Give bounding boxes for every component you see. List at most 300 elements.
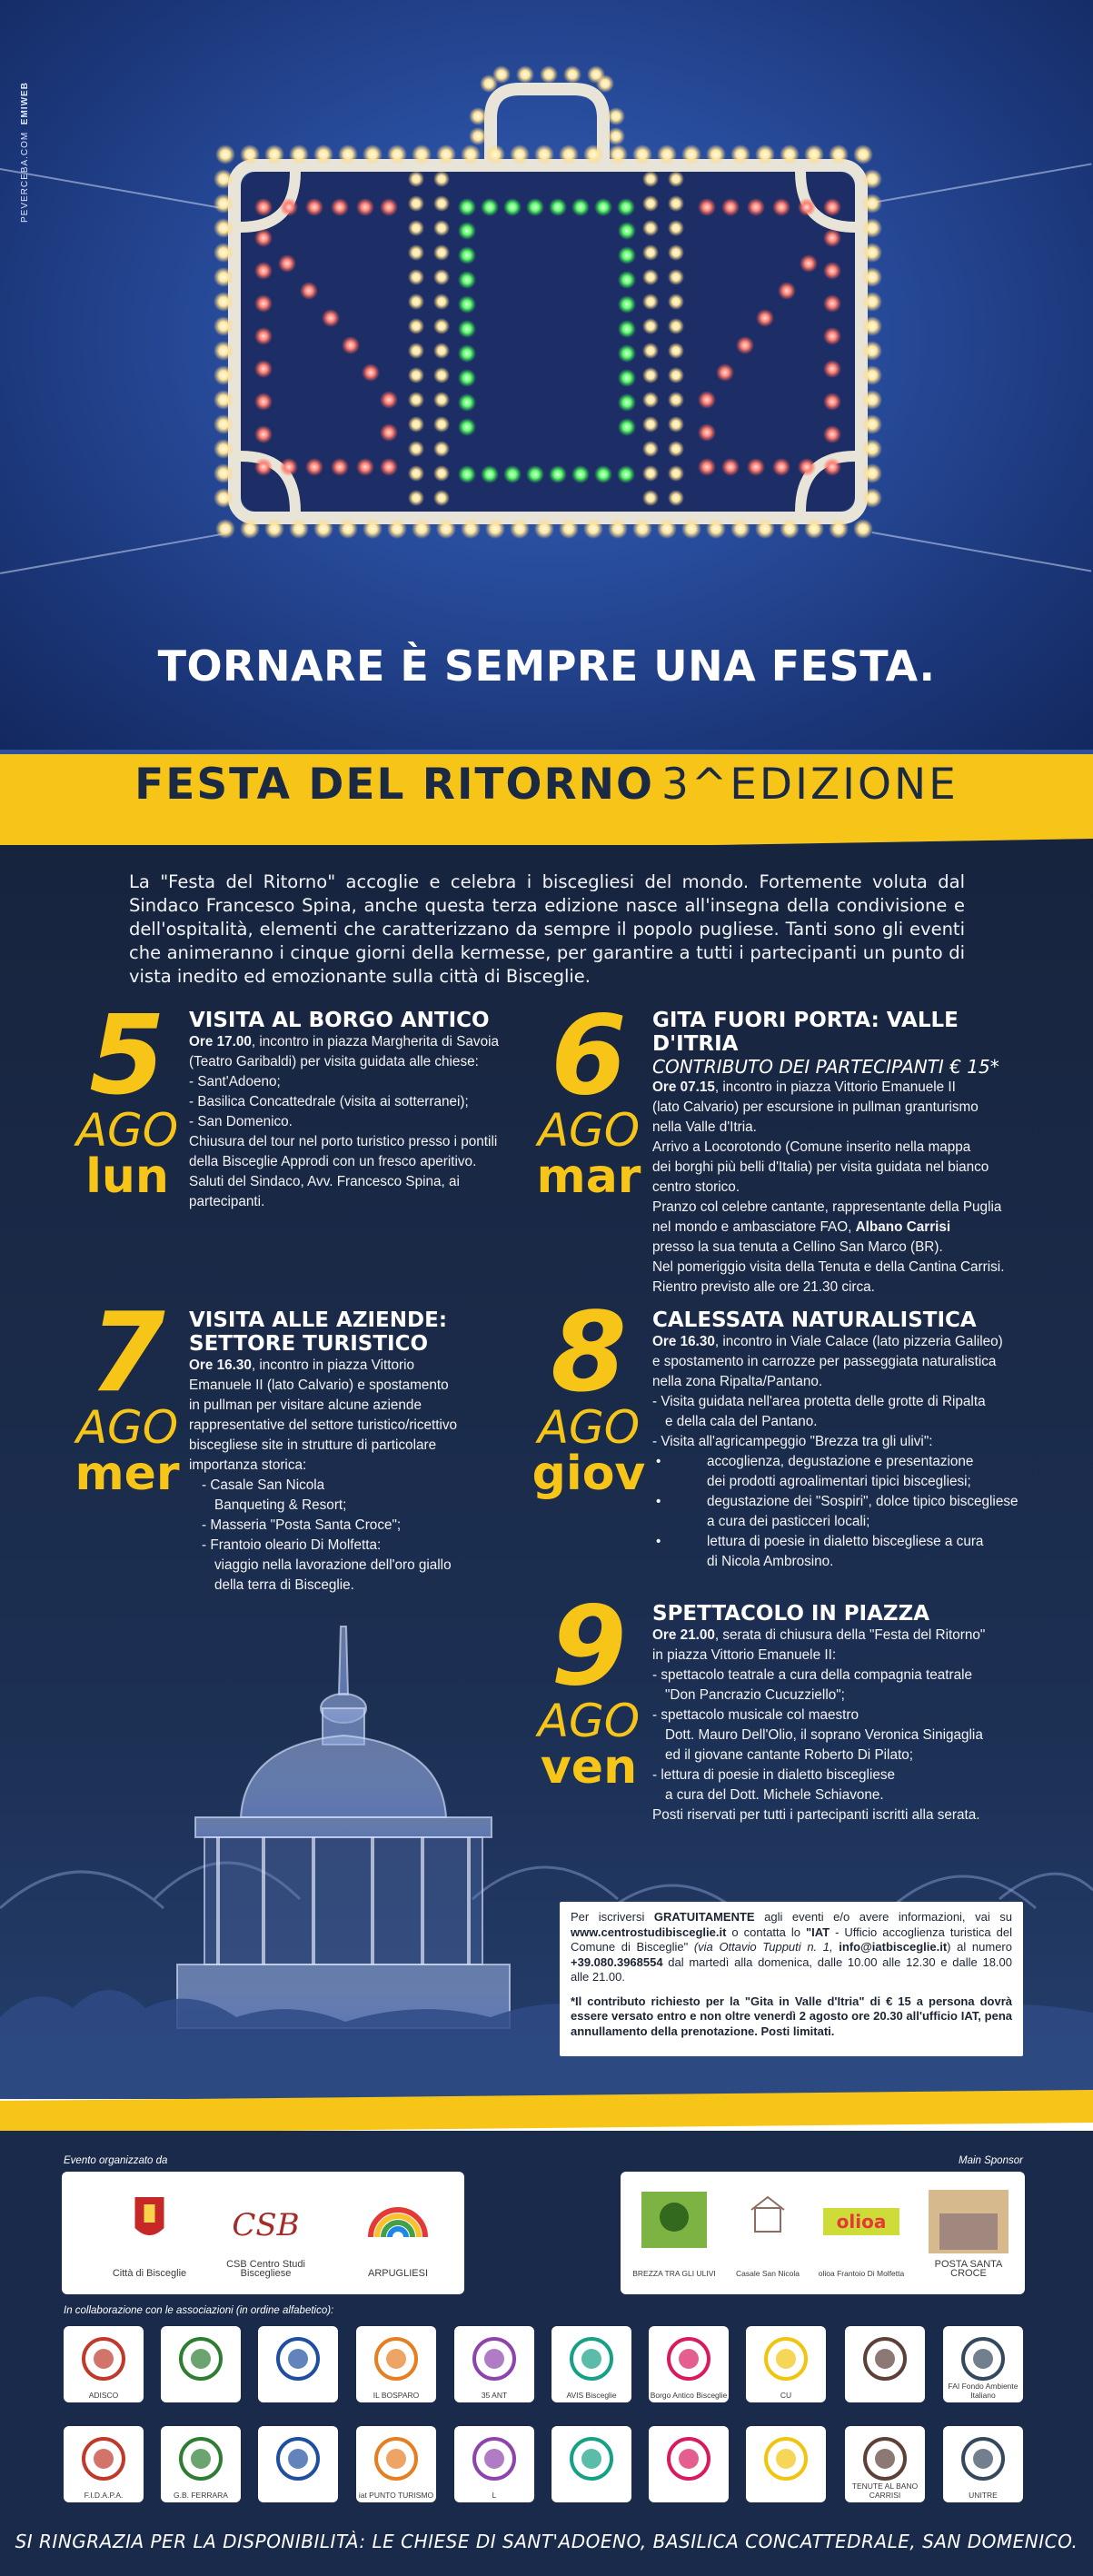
light-bulb — [721, 198, 740, 216]
light-bulb — [642, 293, 659, 310]
event-day: 8 — [551, 1290, 627, 1417]
light-bulb — [458, 271, 476, 289]
light-bulb — [642, 171, 659, 187]
light-bulb — [823, 262, 841, 280]
main-sponsor-label: Main Sponsor — [959, 2155, 1023, 2166]
light-bulb — [862, 439, 882, 459]
light-bulb — [716, 363, 734, 382]
light-bulb — [668, 195, 684, 212]
light-bulb — [516, 65, 534, 84]
olio-logo — [816, 2181, 907, 2281]
light-bulb — [280, 198, 298, 216]
light-bulb — [481, 465, 499, 483]
figure-logo — [845, 2326, 925, 2402]
light-bulb — [300, 282, 318, 300]
illuminated-suitcase-illustration — [0, 0, 1093, 636]
light-bulb — [380, 458, 398, 476]
event-line: Posti riservati per tutti i partecipanti iscritti alla serata. — [652, 1807, 980, 1823]
light-bulb — [408, 441, 424, 457]
logo-label: UNITRE — [969, 2491, 998, 2500]
light-bulb — [668, 367, 684, 383]
light-bulb — [607, 107, 625, 125]
light-bulb — [408, 318, 424, 334]
event-line: presso la sua tenuta a Cellino San Marco (BR). — [652, 1239, 943, 1255]
event-day: 6 — [551, 993, 627, 1119]
light-bulb — [698, 391, 716, 409]
light-bulb — [433, 490, 450, 506]
light-bulb — [458, 295, 476, 313]
event-spettacolo — [652, 1602, 1034, 1825]
light-bulb — [772, 198, 790, 216]
event-weekday: mer — [75, 1447, 180, 1501]
light-bulb — [214, 169, 234, 189]
light-bulb — [305, 458, 323, 476]
light-bulb — [730, 519, 750, 539]
light-bulb — [804, 144, 824, 164]
light-bulb — [433, 171, 450, 187]
light-bulb — [668, 416, 684, 433]
light-bulb — [772, 458, 790, 476]
light-bulb — [408, 269, 424, 285]
light-bulb — [458, 465, 476, 483]
light-bulb — [778, 282, 796, 300]
light-bulb — [526, 465, 544, 483]
event-line: della Bisceglie Approdi con un fresco aperitivo. — [189, 1154, 477, 1169]
light-bulb — [618, 295, 636, 313]
event-line: "Don Pancrazio Cucuzziello"; — [665, 1687, 845, 1703]
light-bulb — [559, 519, 579, 539]
logo-label: POSTA SANTA CROCE — [934, 2259, 1003, 2279]
light-bulb — [408, 195, 424, 212]
light-bulb — [436, 519, 456, 539]
light-bulb — [668, 343, 684, 359]
event-title-line2: SETTORE TURISTICO — [189, 1332, 429, 1356]
light-bulb — [387, 519, 407, 539]
light-bulb — [214, 439, 234, 459]
light-bulb — [823, 425, 841, 443]
light-bulb — [289, 519, 309, 539]
light-bulb — [800, 254, 818, 273]
light-bulb — [642, 343, 659, 359]
event-month: AGO — [537, 1695, 641, 1747]
event-title: CALESSATA NATURALISTICA — [652, 1308, 977, 1332]
light-bulb — [458, 418, 476, 436]
light-bulb — [214, 243, 234, 263]
light-bulb — [698, 423, 716, 442]
event-line: rappresentative del settore turistico/ricettivo — [189, 1417, 458, 1433]
bosparo-logo — [356, 2326, 436, 2402]
light-bulb — [363, 144, 383, 164]
light-bulb — [632, 519, 652, 539]
light-bulb — [408, 293, 424, 310]
event-date-7 — [64, 1290, 191, 1501]
light-bulb — [642, 367, 659, 383]
light-bulb — [618, 246, 636, 264]
logo-label: FAI Fondo Ambiente Italiano — [948, 2382, 1018, 2400]
event-line: Ore 21.00, serata di chiusura della "Festa del Ritorno" — [652, 1627, 986, 1643]
light-bulb — [559, 144, 579, 164]
event-line: - Frantoio oleario Di Molfetta: — [202, 1537, 382, 1553]
light-bulb — [408, 416, 424, 433]
light-bulb — [433, 293, 450, 310]
light-bulb — [313, 519, 333, 539]
event-gita-valle-itria — [652, 1009, 1034, 1298]
light-bulb — [254, 229, 273, 247]
light-bulb — [534, 519, 554, 539]
event-line: dei borghi più belli d'Italia) per visita guidata nel bianco — [652, 1159, 989, 1175]
light-bulb — [862, 463, 882, 483]
light-bulb — [668, 293, 684, 310]
event-line: nella Valle d'Itria. — [652, 1119, 757, 1135]
light-bulb — [254, 360, 273, 378]
avis-logo — [551, 2326, 631, 2402]
light-bulb — [657, 144, 677, 164]
ant-logo — [454, 2326, 534, 2402]
event-title: VISITA ALLE AZIENDE: — [189, 1308, 448, 1332]
event-line: a cura del Dott. Michele Schiavone. — [665, 1787, 884, 1803]
light-bulb — [331, 458, 349, 476]
light-bulb — [469, 127, 487, 145]
light-bulb — [540, 65, 558, 84]
fidapa-logo — [64, 2426, 144, 2502]
light-bulb — [433, 465, 450, 482]
circle-seal-logo — [161, 2326, 241, 2402]
light-bulb — [862, 341, 882, 361]
light-bulb — [755, 519, 775, 539]
light-bulb — [331, 198, 349, 216]
light-bulb — [549, 198, 567, 216]
light-bulb — [433, 367, 450, 383]
light-bulb — [618, 393, 636, 412]
light-bulb — [433, 318, 450, 334]
light-bulb — [823, 327, 841, 345]
light-bulb — [736, 336, 754, 354]
phone-number: +39.080.3968554 — [571, 1954, 663, 1969]
light-bulb — [608, 519, 628, 539]
event-line: nel mondo e ambasciatore FAO, Albano Carrisi — [652, 1219, 951, 1235]
light-bulb — [829, 144, 849, 164]
event-line: - spettacolo musicale col maestro — [652, 1707, 859, 1723]
event-title: GITA FUORI PORTA: VALLE D'ITRIA — [652, 1009, 959, 1056]
event-weekday: ven — [540, 1740, 638, 1795]
light-bulb — [618, 369, 636, 387]
event-line: - spettacolo teatrale a cura della compagnia teatrale — [652, 1667, 973, 1683]
event-line: Ore 16.30, incontro in piazza Vittorio — [189, 1358, 415, 1373]
logo-label: L — [492, 2491, 497, 2500]
adisco-logo — [64, 2326, 144, 2402]
light-bulb — [214, 390, 234, 410]
light-bulb — [804, 519, 824, 539]
light-bulb — [458, 344, 476, 363]
light-bulb — [481, 198, 499, 216]
collaboration-label: In collaborazione con le associazioni (in ordine alfabetico): — [64, 2305, 334, 2316]
light-bulb — [823, 393, 841, 411]
event-line: della terra di Bisceglie. — [214, 1577, 354, 1593]
light-bulb — [436, 144, 456, 164]
light-bulb — [254, 327, 273, 345]
event-title: SPETTACOLO IN PIAZZA — [652, 1602, 930, 1626]
light-bulb — [458, 320, 476, 338]
logo-label: Città di Bisceglie — [112, 2268, 187, 2279]
light-bulb — [642, 195, 659, 212]
light-bulb — [571, 465, 590, 483]
light-bulb — [313, 144, 333, 164]
event-line: in piazza Vittorio Emanuele II: — [652, 1647, 837, 1663]
light-bulb — [305, 198, 323, 216]
light-bulb — [668, 220, 684, 236]
light-bulb — [755, 144, 775, 164]
light-bulb — [215, 519, 235, 539]
light-bulb — [563, 65, 581, 84]
light-bulb — [823, 458, 841, 476]
unitre-logo — [943, 2426, 1023, 2502]
light-bulb — [254, 425, 273, 443]
light-bulb — [412, 519, 432, 539]
light-bulb — [526, 198, 544, 216]
light-bulb — [829, 519, 849, 539]
light-bulb — [798, 458, 816, 476]
light-bulb — [853, 519, 873, 539]
light-bulb — [254, 294, 273, 313]
light-bulb — [862, 194, 882, 214]
light-bulb — [264, 144, 284, 164]
event-title: VISITA AL BORGO ANTICO — [189, 1009, 490, 1032]
light-bulb — [617, 465, 635, 483]
light-bulb — [596, 75, 614, 93]
light-bulb — [363, 519, 383, 539]
light-bulb — [433, 220, 450, 236]
logo-label: AVIS Bisceglie — [566, 2391, 617, 2400]
light-bulb — [642, 465, 659, 482]
light-bulb — [458, 393, 476, 412]
light-bulb — [668, 244, 684, 261]
event-line: Saluti del Sindaco, Avv. Francesco Spina, ai partecipanti. — [189, 1174, 460, 1209]
website-link[interactable]: www.centrostudibisceglie.it — [571, 1925, 727, 1939]
light-bulb — [583, 519, 603, 539]
light-bulb — [278, 254, 296, 273]
event-description — [652, 1078, 1034, 1298]
light-bulb — [380, 198, 398, 216]
light-bulb — [571, 198, 590, 216]
event-line: a cura dei pasticceri locali; — [707, 1514, 870, 1529]
event-date-5 — [64, 993, 191, 1204]
light-bulb — [642, 269, 659, 285]
light-bulb — [862, 218, 882, 238]
light-bulb — [503, 198, 522, 216]
light-bulb — [510, 144, 530, 164]
light-bulb — [668, 392, 684, 408]
light-bulb — [214, 194, 234, 214]
light-bulb — [254, 262, 273, 280]
event-line: Banqueting & Resort; — [214, 1497, 347, 1513]
event-line: - San Domenico. — [189, 1114, 293, 1129]
contribution-note: *Il contributo richiesto per la "Gita in Valle d'Itria" di € 15 a persona dovrà essere versato entro e non oltre venerdì 2 agosto ore 20.30 all'ufficio IAT, pena annullamento della prenotazione. Posti limitati. — [571, 1994, 1012, 2038]
event-description — [189, 1032, 525, 1212]
light-bulb — [433, 269, 450, 285]
event-visita-borgo — [189, 1009, 525, 1212]
light-bulb — [240, 144, 260, 164]
logo-label: BREZZA TRA GLI ULIVI — [632, 2269, 716, 2278]
light-bulb — [503, 465, 522, 483]
light-bulb — [338, 519, 358, 539]
light-bulb — [433, 416, 450, 433]
light-bulb — [756, 309, 774, 327]
light-bulb — [289, 144, 309, 164]
light-bulb — [461, 519, 481, 539]
event-line: Dott. Mauro Dell'Olio, il soprano Veronica Sinigaglia — [665, 1727, 983, 1743]
event-line: Nel pomeriggio visita della Tenuta e della Cantina Carrisi. — [652, 1259, 1005, 1275]
brezza-logo — [629, 2181, 720, 2281]
light-bulb — [853, 144, 873, 164]
light-bulb — [280, 458, 298, 476]
posta-logo — [919, 2181, 1018, 2281]
light-bulb — [642, 244, 659, 261]
light-bulb — [721, 458, 740, 476]
light-bulb — [668, 465, 684, 482]
light-bulb — [240, 519, 260, 539]
event-line: e spostamento in carrozze per passeggiata naturalistica — [652, 1354, 997, 1369]
light-bulb — [380, 423, 398, 442]
light-bulb — [730, 144, 750, 164]
iat-logo — [356, 2426, 436, 2502]
light-bulb — [642, 416, 659, 433]
event-line: - Visita guidata nell'area protetta delle grotte di Ripalta — [652, 1394, 986, 1409]
event-line: (lato Calvario) per escursione in pullman granturismo — [652, 1099, 979, 1115]
event-line: - Visita all'agricampeggio "Brezza tra gli ulivi": — [652, 1434, 933, 1449]
light-bulb — [823, 360, 841, 378]
event-line: di Nicola Ambrosino. — [707, 1554, 834, 1569]
light-bulb — [668, 441, 684, 457]
light-bulb — [706, 144, 726, 164]
light-bulb — [618, 344, 636, 363]
light-bulb — [264, 519, 284, 539]
event-line: ed il giovane cantante Roberto Di Pilato; — [665, 1747, 913, 1763]
light-bulb — [632, 144, 652, 164]
event-line: Pranzo col celebre cantante, rappresentante della Puglia — [652, 1199, 1002, 1215]
light-bulb — [594, 465, 612, 483]
hero-section — [0, 0, 1093, 750]
event-day: 7 — [89, 1290, 165, 1417]
light-bulb — [254, 458, 273, 476]
event-date-8 — [525, 1290, 652, 1501]
light-bulb — [387, 144, 407, 164]
logo-label: Borgo Antico Bisceglie — [650, 2391, 728, 2400]
light-bulb — [408, 490, 424, 506]
light-bulb — [747, 458, 765, 476]
light-bulb — [458, 222, 476, 240]
event-line: - Basilica Concattedrale (visita ai sotterranei); — [189, 1094, 469, 1109]
light-bulb — [534, 144, 554, 164]
logo-label: ADISCO — [88, 2391, 119, 2400]
light-bulb — [214, 365, 234, 385]
light-bulb — [706, 519, 726, 539]
dancer-logo — [258, 2326, 338, 2402]
light-bulb — [254, 198, 273, 216]
light-bulb — [642, 441, 659, 457]
festival-title: FESTA DEL RITORNO 3^EDIZIONE — [134, 760, 959, 810]
logo-label: 35 ANT — [481, 2391, 508, 2400]
event-line: dei prodotti agroalimentari tipici biscegliesi; — [707, 1474, 971, 1489]
light-bulb — [322, 309, 340, 327]
logo-label: iat PUNTO TURISMO — [358, 2491, 434, 2500]
event-line: Emanuele II (lato Calvario) e spostamento — [189, 1378, 449, 1393]
light-bulb — [862, 316, 882, 336]
logo-label: TENUTE AL BANO CARRISI — [851, 2482, 919, 2500]
event-day: 5 — [89, 993, 165, 1119]
light-bulb — [668, 171, 684, 187]
light-bulb — [823, 294, 841, 313]
event-line: - Sant'Adoeno; — [189, 1074, 281, 1089]
light-bulb — [380, 391, 398, 409]
light-bulb — [681, 519, 701, 539]
event-line: viaggio nella lavorazione dell'oro giallo — [214, 1557, 452, 1573]
shield-logo — [258, 2426, 338, 2502]
spiral-logo — [746, 2426, 826, 2502]
light-bulb — [338, 144, 358, 164]
event-line: in pullman per visitare alcune aziende — [189, 1397, 422, 1413]
event-subtitle: CONTRIBUTO DEI PARTECIPANTI € 15* — [652, 1056, 999, 1078]
fai-logo — [943, 2326, 1023, 2402]
event-description — [652, 1332, 1034, 1572]
svg-text:olioa: olioa — [836, 2211, 887, 2233]
light-bulb — [798, 198, 816, 216]
light-bulb — [408, 343, 424, 359]
event-month: AGO — [75, 1401, 179, 1454]
event-description — [189, 1356, 516, 1596]
email-link[interactable]: info@iatbisceglie.it — [839, 1940, 948, 1954]
light-bulb — [862, 488, 882, 508]
light-bulb — [458, 246, 476, 264]
rotary-logo — [649, 2426, 729, 2502]
event-visita-aziende — [189, 1308, 516, 1596]
light-bulb — [356, 458, 374, 476]
light-bulb — [698, 458, 716, 476]
light-bulb — [214, 267, 234, 287]
thanks-footer: SI RINGRAZIA PER LA DISPONIBILITÀ: LE CHIESE DI SANT'ADOENO, BASILICA CONCATTEDRALE, SAN DOMENICO. — [15, 2531, 1078, 2552]
light-bulb — [862, 390, 882, 410]
event-line: Ore 17.00, incontro in piazza Margherita di Savoia — [189, 1034, 499, 1049]
light-bulb — [668, 490, 684, 506]
event-weekday: giov — [532, 1447, 646, 1501]
light-bulb — [214, 488, 234, 508]
logo-label: CSB Centro Studi Biscegliese — [226, 2259, 305, 2279]
light-bulb — [698, 198, 716, 216]
logo-label: olioa Frantoio Di Molfetta — [818, 2269, 905, 2278]
event-day: 9 — [551, 1584, 627, 1710]
ferrara-logo — [161, 2426, 241, 2502]
event-calessata — [652, 1308, 1034, 1572]
light-bulb — [408, 392, 424, 408]
light-bulb — [214, 316, 234, 336]
light-bulb — [254, 393, 273, 411]
event-line: Arrivo a Locorotondo (Comune inserito nella mappa — [652, 1139, 971, 1155]
light-bulb — [618, 222, 636, 240]
event-date-9 — [525, 1584, 652, 1795]
light-bulb — [408, 465, 424, 482]
event-line: • lettura di poesie in dialetto biscegliese a cura — [652, 1532, 1034, 1552]
light-bulb — [510, 519, 530, 539]
lions-logo — [454, 2426, 534, 2502]
event-description — [652, 1626, 1034, 1825]
light-bulb — [215, 144, 235, 164]
event-line: - Casale San Nicola — [202, 1477, 325, 1493]
light-bulb — [823, 198, 841, 216]
light-bulb — [657, 519, 677, 539]
light-bulb — [461, 144, 481, 164]
light-bulb — [747, 198, 765, 216]
light-bulb — [485, 144, 505, 164]
light-bulb — [480, 75, 498, 93]
